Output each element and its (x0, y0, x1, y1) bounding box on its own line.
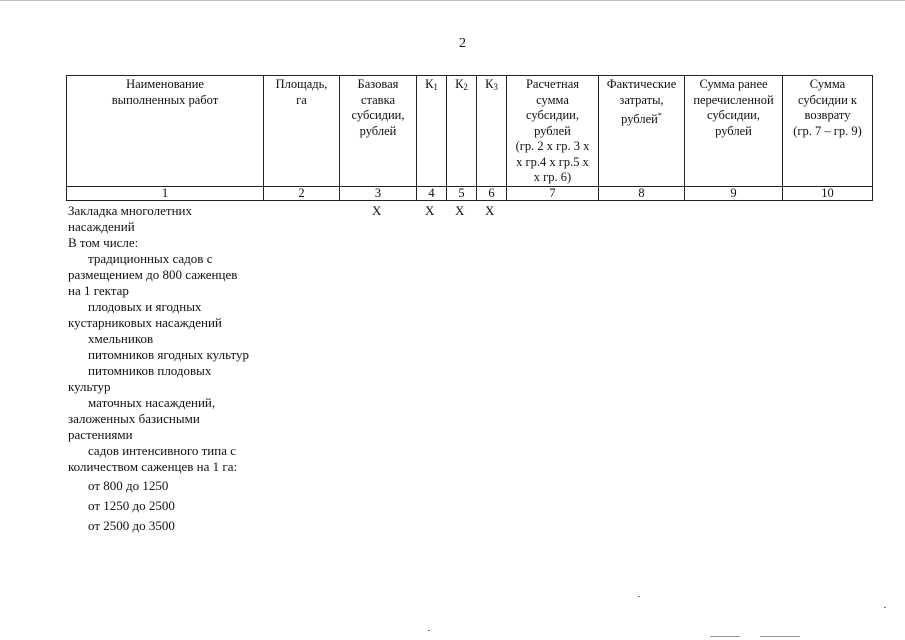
row-label: от 800 до 1250 (88, 478, 169, 493)
header-k1 (417, 76, 447, 187)
header-text: сумма (536, 92, 569, 107)
header-text: рублей (715, 123, 752, 138)
row-label: плодовых и ягодных (88, 299, 202, 314)
header-text: Сумма ранее (699, 77, 768, 91)
header-text: перечисленной (693, 92, 774, 107)
row-label: садов интенсивного типа с (88, 443, 236, 458)
row-label: заложенных базисными (68, 411, 200, 426)
row-label: от 2500 до 3500 (88, 518, 175, 533)
header-text: Базовая (357, 77, 399, 91)
header-work-name (67, 76, 264, 187)
scan-speck (710, 636, 740, 637)
scan-speck (884, 607, 886, 608)
column-number: 10 (783, 186, 873, 200)
row-label: маточных насаждений, (88, 395, 216, 410)
header-text: (гр. 2 х гр. 3 х (515, 139, 590, 153)
column-number: 6 (477, 186, 507, 200)
row-label: традиционных садов с (88, 251, 213, 266)
page-number: 2 (459, 36, 466, 51)
header-text: рублей (359, 123, 397, 138)
header-text: Расчетная (525, 77, 580, 91)
header-k3 (477, 76, 507, 187)
row-label: насаждений (68, 219, 135, 234)
header-text: х гр.4 х гр.5 х (516, 154, 589, 169)
header-text: субсидии, (526, 108, 579, 122)
header-previous-subsidy (685, 76, 783, 187)
header-calculated-sum (507, 76, 599, 187)
table-header-row (67, 76, 873, 187)
footnote-mark: * (657, 111, 662, 120)
header-subscript: 3 (493, 82, 498, 92)
scan-speck (638, 596, 640, 597)
header-text: рублей (534, 123, 571, 138)
x-mark-k2: Х (455, 203, 465, 218)
row-label: на 1 гектар (68, 283, 129, 298)
header-area (264, 76, 340, 187)
header-text: Фактические (606, 77, 677, 91)
column-number: 4 (417, 186, 447, 200)
header-actual-costs (599, 76, 685, 187)
header-text: х гр. 6) (533, 170, 572, 184)
column-number: 9 (685, 186, 783, 200)
x-mark-base-rate: Х (372, 203, 382, 218)
row-label: размещением до 800 саженцев (68, 267, 238, 282)
scan-edge-line (0, 0, 905, 1)
header-base-rate (340, 76, 417, 187)
row-label: культур (68, 379, 111, 394)
column-number: 3 (340, 186, 417, 200)
header-text: выполненных работ (111, 92, 219, 107)
x-mark-k3: Х (485, 203, 495, 218)
row-label: от 1250 до 2500 (88, 498, 175, 513)
column-number: 1 (67, 186, 264, 200)
x-mark-k1: Х (425, 203, 435, 218)
header-text: возврату (804, 108, 851, 122)
header-text: К (485, 77, 494, 91)
header-text: рублей (621, 112, 658, 126)
header-text: К (425, 77, 434, 91)
column-number: 8 (599, 186, 685, 200)
row-label: растениями (68, 427, 133, 442)
row-label: питомников ягодных культур (88, 347, 250, 362)
header-text: ставка (360, 92, 396, 107)
header-text: Наименование (126, 77, 204, 91)
column-number: 7 (507, 186, 599, 200)
row-label: количеством саженцев на 1 га: (68, 459, 238, 474)
row-label: Закладка многолетних (68, 203, 192, 218)
header-subscript: 1 (433, 82, 438, 92)
scan-speck (428, 630, 430, 631)
header-k2 (447, 76, 477, 187)
row-label: В том числе: (68, 235, 139, 250)
scan-speck (760, 636, 800, 637)
header-text: субсидии, (707, 108, 760, 122)
header-text: затраты, (619, 92, 664, 107)
header-text: Сумма (809, 77, 846, 91)
column-number: 2 (264, 186, 340, 200)
row-label: кустарниковых насаждений (68, 315, 222, 330)
column-number: 5 (447, 186, 477, 200)
column-number-row (67, 186, 873, 200)
header-text: К (455, 77, 464, 91)
header-text: га (296, 92, 307, 107)
row-label: питомников плодовых (88, 363, 212, 378)
header-text: Площадь, (275, 77, 328, 91)
header-text: субсидии к (797, 92, 857, 107)
row-label: хмельников (88, 331, 154, 346)
header-text: (гр. 7 – гр. 9) (793, 123, 862, 138)
header-subscript: 2 (463, 82, 468, 92)
header-refund-sum (783, 76, 873, 187)
subsidy-table (66, 75, 873, 201)
header-text: субсидии, (351, 108, 405, 122)
